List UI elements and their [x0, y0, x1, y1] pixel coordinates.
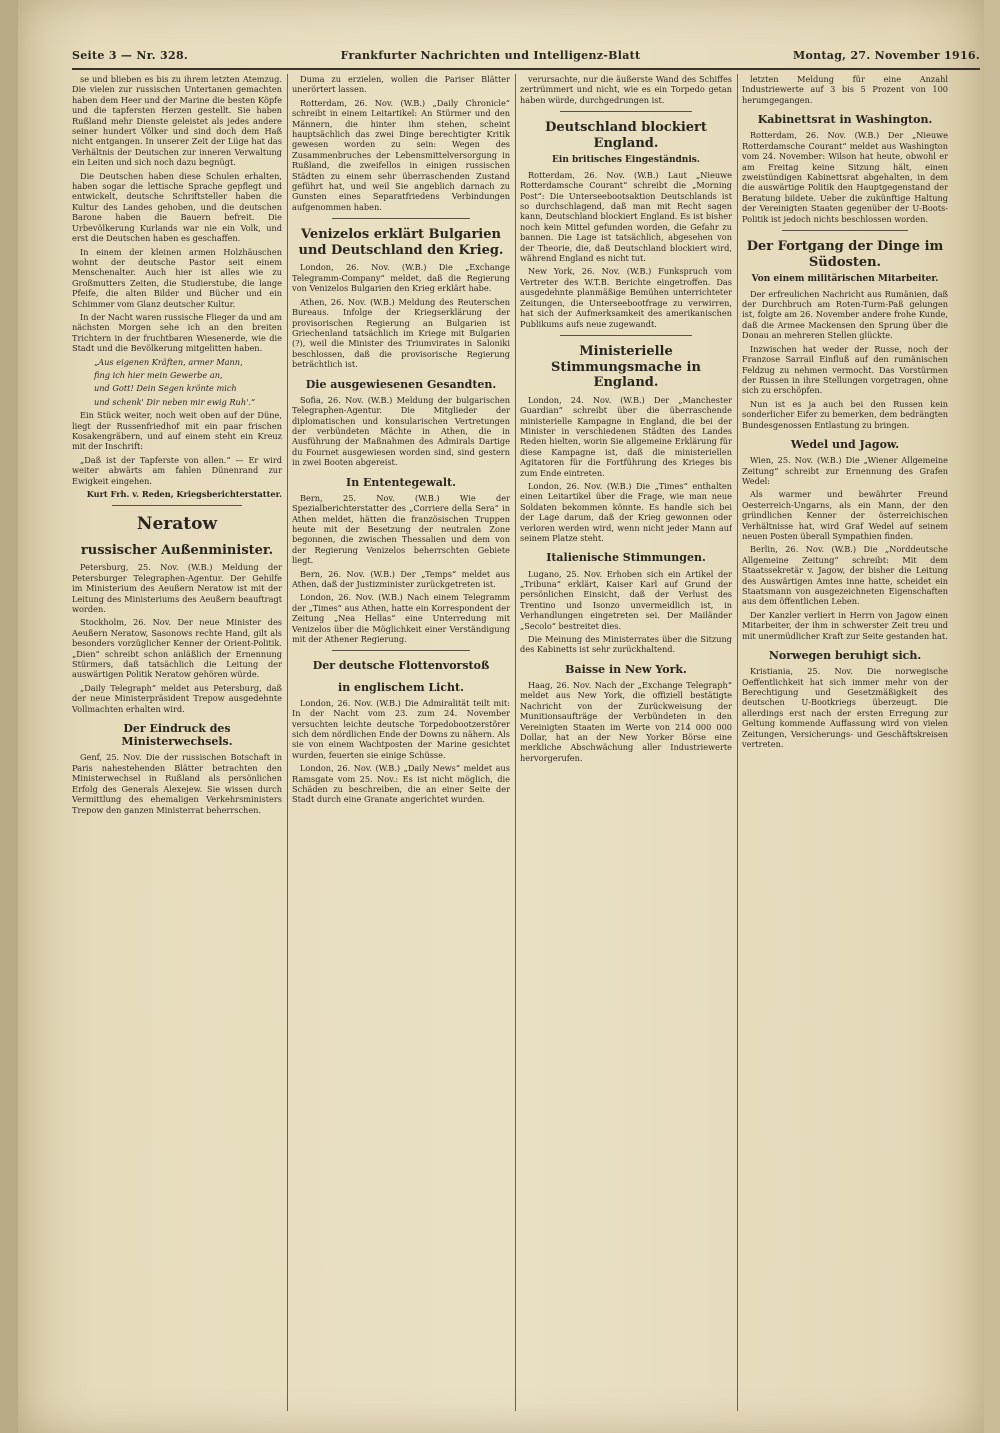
- article-paragraph: London, 26. Nov. (W.B.) Nach einem Telegramm der „Times“ aus Athen, hatte ein Korrespondent der Zeitung „Nea Hellas“ eine Unterredung mit Venizelos über die Möglichkeit einer Verständigung mit der Athener Regierung.: [292, 592, 510, 645]
- column-4: [742, 74, 948, 1411]
- section-separator: [112, 505, 242, 506]
- headline-stimmungsmache: Ministerielle Stimmungsmache in England.: [551, 343, 701, 391]
- headline-flottenvorstoss-sub: in englischem Licht.: [338, 680, 464, 694]
- article-paragraph: New York, 26. Nov. (W.B.) Funkspruch vom Vertreter des W.T.B. Berichte eingetroffen. Das ausgedehnte planmäßige Bemühen unterrichteter Zeitungen, die Unterseebootfrage zu verwirren, hat sich der Aufmerksamkeit des amerikanischen Publikums aufs neue zugewandt.: [520, 266, 732, 329]
- article-paragraph: Stockholm, 26. Nov. Der neue Minister des Aeußern Neratow, Sasonows rechte Hand, gilt als besonders vorzüglicher Kenner der Orient-Politik. „Dien“ schreibt schon anläßlich der Ernennung Stürmers, daß tatsächlich die Leitung der auswärtigen Politik Neratow gehören würde.: [72, 617, 282, 680]
- column-1: [72, 74, 282, 1411]
- column-3: [520, 74, 732, 1411]
- headline-fortgang: Der Fortgang der Dinge im Südosten.: [746, 239, 944, 270]
- headline-baisse: Baisse in New York.: [565, 662, 687, 676]
- article-paragraph: se und blieben es bis zu ihrem letzten Atemzug. Die vielen zur russischen Untertanen gemachten haben dem Heer und der Marine die besten Köpfe und die tapfersten Herzen gestellt. Sie haben Rußland mehr Dienste geleistet als jedes andere seiner hundert Völker und sind doch dem Haß nicht entgangen. In unserer Zeit der Lüge hat das Verhältnis der Deutschen zur inneren Verwaltung ein Leiten und sich noch dazu begnügt.: [72, 74, 282, 168]
- article-paragraph: Kristiania, 25. Nov. Die norwegische Oeffentlichkeit hat sich immer mehr von der Berechtigung und Gesetzmäßigkeit des deutschen U-Bootkriegs überzeugt. Die allerdings erst nach der ersten Erregung zur Geltung kommende Auffassung wird von vielen Zeitungen, Versicherungs- und Geschäftskreisen vertreten.: [742, 666, 948, 750]
- poem-line: fing ich hier mein Gewerbe an,: [94, 369, 223, 380]
- section-separator: [332, 650, 470, 651]
- article-paragraph: letzten Meldung für eine Anzahl Industriewerte auf 3 bis 5 Prozent von 100 herumgegangen.: [742, 74, 948, 105]
- headline-italienische: Italienische Stimmungen.: [546, 551, 706, 565]
- article-paragraph: London, 24. Nov. (W.B.) Der „Manchester Guardian“ schreibt über die überraschende ministerielle Kampagne in England, die bei der Minister in verschiedenen Städten des Landes Reden hielten, worin Sie allgemeine Erklärung für diese Kampagne ist, daß die ministeriellen Agitatoren für die Fortführung des Krieges bis zum Ende eintreten.: [520, 394, 732, 478]
- headline-gesandten: Die ausgewiesenen Gesandten.: [305, 377, 497, 391]
- page-edge: [0, 0, 18, 1433]
- article-paragraph: Rotterdam, 26. Nov. (W.B.) Laut „Nieuwe Rotterdamsche Courant“ schreibt die „Morning Post“: Die Unterseebootsaktion Deutschlands ist so durchschlagend, daß man mit Recht sagen kann, Deutschland blockiert England. Es ist bisher noch kein Mittel gefunden worden, die Gefahr zu bannen. Die Lage ist tatsächlich, abgesehen von der Theorie, die, daß Deutschland blockiert wird, während England es nicht tut.: [520, 169, 732, 264]
- article-paragraph: Haag, 26. Nov. Nach der „Exchange Telegraph“ meldet aus New York, die offiziell bestätigte Nachricht von der Zurückweisung der Munitionsaufträge der Verbündeten in den Vereinigten Staaten im Werte von 214 000 000 Dollar, hat an der New Yorker Börse eine merkliche Abschwächung aller Industriewerte hervorgerufen.: [520, 680, 732, 763]
- column-divider: [515, 74, 516, 1411]
- poem-line: und schenk' Dir neben mir ewig Ruh'.“: [94, 396, 256, 407]
- article-paragraph: Duma zu erzielen, wollen die Pariser Blätter unerörtert lassen.: [292, 74, 510, 95]
- article-paragraph: Sofia, 26. Nov. (W.B.) Meldung der bulgarischen Telegraphen-Agentur. Die Mitglieder der diplomatischen und konsularischen Vertretungen der verbündeten Mächte in Athen, die in Ausführung der Maßnahmen des Admirals Dartige du Fournet ausgewiesen worden sind, sind gestern in zwei Booten abgereist.: [292, 394, 510, 468]
- article-paragraph: „Daily Telegraph“ meldet aus Petersburg, daß der neue Ministerpräsident Trepow ausgedehnte Vollmachten erhalten wird.: [72, 682, 282, 714]
- article-paragraph: Athen, 26. Nov. (W.B.) Meldung des Reuterschen Bureaus. Infolge der Kriegserklärung der provisorischen Regierung an Bulgarien ist Griechenland tatsächlich im Kriege mit Bulgarien (?), weil die Minister des Triumvirates in Saloniki beschlossen, daß die provisorische Regierung beträchtlich ist.: [292, 296, 510, 370]
- article-paragraph: Rotterdam, 26. Nov. (W.B.) „Daily Chronicle“ schreibt in einem Leitartikel: An Stürmer und den Männern, die hinter ihm stehen, scheint hauptsächlich das zwei Dinge berechtigter Kritik gewesen worden zu sein: Wegen des Zusammenbruches der Lebensmittelversorgung in Rußland, die zweifellos in einigen russischen Städten zu einem sehr überraschenden Zustand geführt hat, und weil Sie angeblich darnach zu Gunsten eines Separatfriedens Verbindungen aufgenommen haben.: [292, 97, 510, 212]
- column-2: [292, 74, 510, 1411]
- section-separator: [560, 111, 692, 112]
- article-paragraph: Als warmer und bewährter Freund Oesterreich-Ungarns, als ein Mann, der den gründlichen Kenner der österreichischen Verhältnisse hat, wird Graf Wedel auf seinem neuen Posten überall Sympathien finden.: [742, 489, 948, 541]
- headline-neratow-sub: russischer Außenminister.: [80, 542, 274, 558]
- article-paragraph: Die Deutschen haben diese Schulen erhalten, haben sogar die lettische Sprache gepflegt und entwickelt, deutsche Schriftsteller haben die Kultur des Landes gehoben, und die deutschen Barone haben die Bauern befreit. Die Urbevölkerung Kurlands war nie ein Volk, und erst die Deutschen haben es geschaffen.: [72, 170, 282, 244]
- header-rule: [72, 68, 980, 70]
- header-masthead: Frankfurter Nachrichten und Intelligenz-Blatt: [340, 48, 641, 62]
- headline-neratow: Neratow: [136, 514, 218, 535]
- article-paragraph: Der Kanzler verliert in Herrn von Jagow einen Mitarbeiter, der ihm in schwerster Zeit treu und mit unermüdlicher Kraft zur Seite gestanden hat.: [742, 609, 948, 641]
- column-divider: [287, 74, 288, 1411]
- poem-line: und Gott! Dein Segen krönte mich: [94, 383, 237, 394]
- header-page-number: Seite 3 — Nr. 328.: [72, 48, 189, 62]
- article-paragraph: Rotterdam, 26. Nov. (W.B.) Der „Nieuwe Rotterdamsche Courant“ meldet aus Washington vom 24. November: Wilson hat heute, obwohl er am Freitag keine Sitzung hält, einen zweistündigen Kabinettsrat abgehalten, in dem die auswärtige Politik den Hauptgegenstand der Beratung bildete. Ueber die zukünftige Haltung der Vereinigten Staaten gegenüber der U-Boots-Politik ist jedoch nichts beschlossen worden.: [742, 130, 948, 224]
- article-paragraph: Berlin, 26. Nov. (W.B.) Die „Norddeutsche Allgemeine Zeitung“ schreibt: Mit dem Staatssekretär v. Jagow, der bisher die Leitung des Auswärtigen Amtes inne hatte, scheidet ein Staatsmann von ausgezeichneten Eigenschaften aus dem öffentlichen Leben.: [742, 544, 948, 607]
- subheadline-fortgang: Von einem militärischen Mitarbeiter.: [751, 274, 939, 285]
- article-paragraph: Nun ist es ja auch bei den Russen kein sonderlicher Eifer zu bemerken, dem bedrängten Bundesgenossen Entlastung zu bringen.: [742, 398, 948, 430]
- column-divider: [737, 74, 738, 1411]
- subheadline-blockiert: Ein britisches Eingeständnis.: [552, 155, 700, 166]
- author-signature: Kurt Frh. v. Reden, Kriegsberichterstatter.: [86, 489, 282, 500]
- section-separator: [782, 230, 908, 231]
- article-paragraph: In einem der kleinen armen Holzhäuschen wohnt der deutsche Pastor seit einem Menschenalter. Auch hier ist alles wie zu Großmutters Zeiten, die Studierstube, die lange Pfeife, die alten Bilder und Bücher und ein Schimmer vom Glanz deutscher Kultur.: [72, 246, 282, 309]
- headline-flottenvorstoss: Der deutsche Flottenvorstoß: [312, 659, 490, 673]
- article-paragraph: In der Nacht waren russische Flieger da und am nächsten Morgen sehe ich an den breiten Trichtern in der fruchtbaren Wiesenerde, wie die Stadt und die Bevölkerung mitgelitten haben.: [72, 311, 282, 354]
- section-separator: [560, 335, 692, 336]
- article-paragraph: Der erfreulichen Nachricht aus Rumänien, daß der Durchbruch am Roten-Turm-Paß gelungen ist, folgte am 26. November andere frohe Kunde, daß die Armee Mackensen den Sprung über die Donau an mehreren Stellen glückte.: [742, 288, 948, 341]
- headline-venizelos: Venizelos erklärt Bulgarien und Deutschland den Krieg.: [298, 227, 504, 258]
- headline-blockiert: Deutschland blockiert England.: [545, 120, 707, 151]
- headline-ententegewalt: In Ententegewalt.: [346, 475, 456, 489]
- article-paragraph: Inzwischen hat weder der Russe, noch der Franzose Sarrail Einfluß auf den rumänischen Feldzug zu nehmen vermocht. Das Vorstürmen der Russen in ihre Stellungen vorgetragen, ohne sich zu erschöpfen.: [742, 343, 948, 396]
- article-paragraph: Lugano, 25. Nov. Erhoben sich ein Artikel der „Tribuna“ erklärt, Kaiser Karl auf Grund der persönlichen Einsicht, daß der Verlust des Trentino und Isonzo unvermeidlich ist, in Verhandlungen eingetreten sei. Der Mailänder „Secolo“ bestreitet dies.: [520, 568, 732, 631]
- article-paragraph: Wien, 25. Nov. (W.B.) Die „Wiener Allgemeine Zeitung“ schreibt zur Ernennung des Grafen Wedel:: [742, 455, 948, 486]
- page-header: [72, 44, 980, 66]
- article-paragraph: London, 26. Nov. (W.B.) Die „Exchange Telegramm-Company“ meldet, daß die Regierung von Venizelos Bulgarien den Krieg erklärt habe.: [292, 262, 510, 294]
- article-paragraph: Die Meinung des Ministerrates über die Sitzung des Kabinetts ist sehr zurückhaltend.: [520, 634, 732, 655]
- headline-norwegen: Norwegen beruhigt sich.: [768, 649, 922, 663]
- article-paragraph: Ein Stück weiter, noch weit oben auf der Düne, liegt der Russenfriedhof mit ein paar frischen Kosakengräbern, und auf einem steht ein Kreuz mit der Inschrift:: [72, 410, 282, 452]
- headline-wedel: Wedel und Jagow.: [790, 437, 900, 451]
- section-separator: [332, 218, 470, 219]
- article-paragraph: Petersburg, 25. Nov. (W.B.) Meldung der Petersburger Telegraphen-Agentur. Der Gehilfe im Ministerium des Aeußern Neratow ist mit der Leitung des Ministeriums des Aeußern beauftragt worden.: [72, 562, 282, 615]
- article-paragraph: verursachte, nur die äußerste Wand des Schiffes zertrümmert und nicht, wie es ein Torpedo getan haben würde, durchgedrungen ist.: [520, 74, 732, 105]
- article-paragraph: Bern, 25. Nov. (W.B.) Wie der Spezialberichterstatter des „Corriere della Sera“ in Athen meldet, hätten die französischen Truppen heute mit der Besetzung der neutralen Zone begonnen, die zwischen Thessalien und dem von der Regierung Venizelos beherrschten Gebiete liegt.: [292, 492, 510, 566]
- headline-eindruck: Der Eindruck des Ministerwechsels.: [121, 722, 233, 749]
- headline-kabinettsrat: Kabinettsrat in Washington.: [757, 113, 933, 127]
- article-paragraph: London, 26. Nov. (W.B.) „Daily News“ meldet aus Ramsgate vom 25. Nov.: Es ist nicht möglich, die Schäden zu beschreiben, die an einer Seite der Stadt durch eine Granate angerichtet wurden.: [292, 763, 510, 805]
- article-paragraph: London, 26. Nov. (W.B.) Die Admiralität teilt mit: In der Nacht vom 23. zum 24. November versuchten leichte deutsche Torpedobootzerstörer sich dem nördlichen Ende der Downs zu nähern. Als sie von einem Wachtposten der Marine gesichtet wurden, feuerten sie einige Schüsse.: [292, 697, 510, 760]
- article-paragraph: London, 26. Nov. (W.B.) Die „Times“ enthalten einen Leitartikel über die Frage, wie man neue Soldaten bekommen könnte. Es handle sich bei der Lage darum, daß der Krieg gewonnen oder verloren werden wird, wenn nicht jeder Mann auf seinem Platze steht.: [520, 480, 732, 543]
- header-date: Montag, 27. November 1916.: [792, 48, 980, 62]
- article-paragraph: Genf, 25. Nov. Die der russischen Botschaft in Paris nahestehenden Blätter betrachten den Ministerwechsel in Rußland als persönlichen Erfolg des Generals Alexejew. Sie wissen durch Vermittlung des ehemaligen Verkehrsministers Trepow den ganzen Ministerrat beherrschen.: [72, 752, 282, 815]
- article-paragraph: „Daß ist der Tapferste von allen.“ — Er wird weiter abwärts am fahlen Dünenrand zur Ewigkeit eingehen.: [72, 454, 282, 486]
- poem-line: „Aus eigenen Kräften, armer Mann,: [94, 356, 243, 367]
- article-paragraph: Bern, 26. Nov. (W.B.) Der „Temps“ meldet aus Athen, daß der Justizminister zurückgetreten ist.: [292, 568, 510, 589]
